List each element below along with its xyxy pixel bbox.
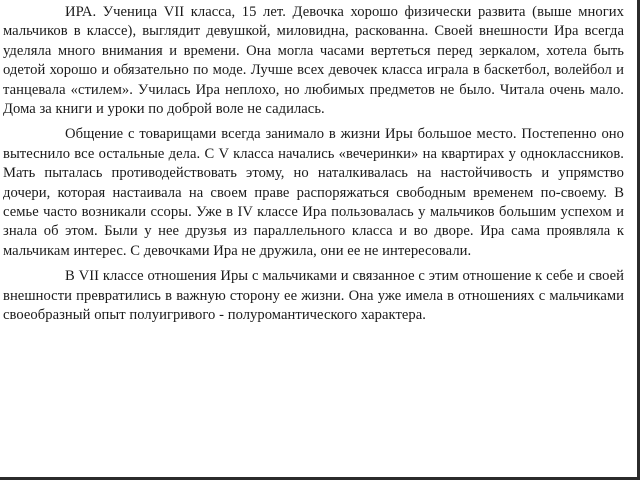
paragraph-3: В VII классе отношения Иры с мальчиками и связанное с этим отношение к себе и своей внешности превратились в важную сторону ее жизни. Она уже имела в отношениях с мальчиками своеобразный опыт полуигривого - полуромантического характера.: [3, 268, 624, 324]
paragraph-2: Общение с товарищами всегда занимало в жизни Иры большое место. Постепенно оно вытеснило все остальные дела. С V класса начались «вечеринки» на квартирах у одноклассников. Мать пыталась противодействовать этому, но наталкивалась на настойчивость и упрямство дочери, которая настаивала на своем праве распоряжаться свободным временем по-своему. В семье часто возникали ссоры. Уже в IV классе Ира пользовалась у мальчиков большим успехом и знала об этом. Были у нее друзья из параллельного класса и во дворе. Ира сама проявляла к мальчикам интерес. С девочками Ира не дружила, они ее не интересовали.: [3, 126, 624, 259]
document-text: [3, 3, 624, 332]
paragraph-1: ИРА. Ученица VII класса, 15 лет. Девочка хорошо физически развита (выше многих мальчиков в классе), выглядит девушкой, миловидна, раскованна. Своей внешности Ира всегда уделяла много внимания и времени. Она могла часами вертеться перед зеркалом, хотела быть одетой хорошо и обязательно по моде. Лучше всех девочек класса играла в баскетбол, волейбол и танцевала «стилем». Училась Ира неплохо, но любимых предметов не было. Читала очень мало. Дома за книги и уроки по доброй воле не садилась.: [3, 4, 624, 118]
